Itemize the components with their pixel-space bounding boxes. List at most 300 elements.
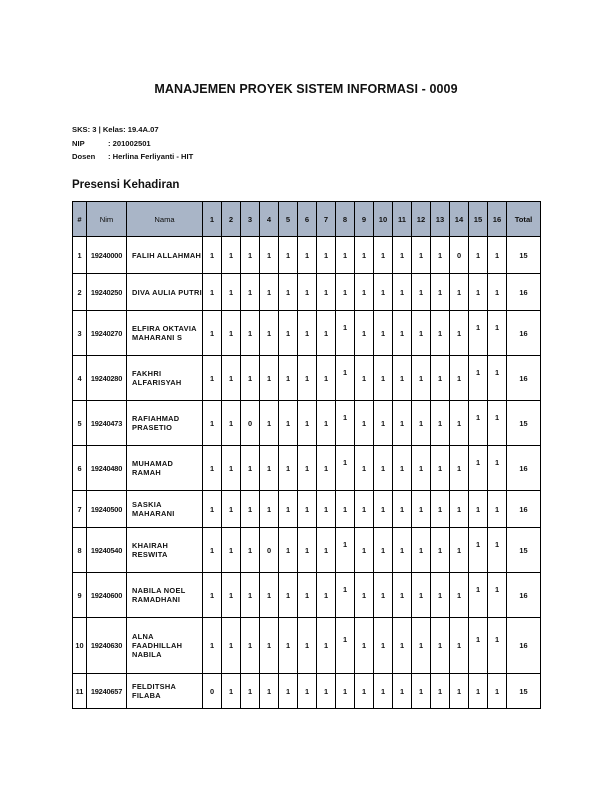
attendance-cell-text: 1 <box>323 418 329 428</box>
attendance-cell-text: 1 <box>380 418 386 428</box>
attendance-cell <box>431 311 450 356</box>
attendance-cell <box>336 401 355 446</box>
attendance-cell <box>469 311 488 356</box>
attendance-cell-text: 1 <box>304 250 310 260</box>
attendance-cell <box>393 528 412 573</box>
attendance-cell <box>336 446 355 491</box>
nama-cell-text: KHAIRAH RESWITA <box>132 541 169 559</box>
attendance-cell-text: 1 <box>266 463 272 473</box>
total-cell-text: 16 <box>519 287 528 297</box>
attendance-cell-text: 1 <box>494 635 500 644</box>
attendance-cell <box>488 491 507 528</box>
nim-cell-text: 19240473 <box>90 418 123 428</box>
nama-cell-text: FALIH ALLAHMAH <box>132 250 202 260</box>
document-title: MANAJEMEN PROYEK SISTEM INFORMASI - 0009 <box>154 82 458 96</box>
attendance-cell-text: 1 <box>323 287 329 297</box>
attendance-cell-text: 1 <box>228 545 234 555</box>
attendance-cell <box>298 311 317 356</box>
row-number-cell-text: 7 <box>77 504 82 514</box>
nama-cell-text: SASKIA MAHARANI <box>132 500 175 518</box>
attendance-cell-text: 1 <box>342 322 348 332</box>
nim-cell <box>87 528 127 573</box>
attendance-cell-text: 1 <box>228 287 234 297</box>
attendance-cell <box>393 274 412 311</box>
attendance-cell <box>374 356 393 401</box>
row-number-cell-text: 10 <box>75 641 84 650</box>
attendance-cell <box>260 356 279 401</box>
attendance-cell <box>374 491 393 528</box>
attendance-cell <box>393 446 412 491</box>
row-number-cell-text: 2 <box>77 287 82 297</box>
attendance-cell <box>393 573 412 618</box>
attendance-cell <box>431 274 450 311</box>
attendance-cell <box>469 446 488 491</box>
attendance-cell-text: 1 <box>266 686 272 696</box>
attendance-cell <box>298 401 317 446</box>
attendance-cell <box>450 491 469 528</box>
attendance-cell-text: 1 <box>228 590 234 600</box>
attendance-cell <box>431 356 450 401</box>
attendance-cell <box>241 401 260 446</box>
attendance-cell-text: 1 <box>209 641 215 650</box>
attendance-cell-text: 1 <box>247 686 253 696</box>
attendance-cell <box>317 573 336 618</box>
attendance-cell-text: 1 <box>399 373 405 383</box>
header-session-5: 5 <box>279 202 298 237</box>
nama-cell-text: DIVA AULIA PUTRI <box>132 287 202 297</box>
attendance-cell-text: 1 <box>285 545 291 555</box>
attendance-cell <box>469 674 488 709</box>
attendance-cell-text: 1 <box>437 686 443 696</box>
attendance-cell-text: 1 <box>247 641 253 650</box>
attendance-cell <box>469 491 488 528</box>
attendance-cell <box>431 237 450 274</box>
nim-cell-text: 19240000 <box>90 250 123 260</box>
attendance-cell <box>203 274 222 311</box>
header-session-11: 11 <box>393 202 412 237</box>
attendance-cell <box>279 401 298 446</box>
nama-cell-text: MUHAMAD RAMAH <box>132 459 174 477</box>
total-cell-text: 16 <box>519 463 528 473</box>
attendance-cell <box>488 618 507 674</box>
nim-cell-text: 19240630 <box>90 641 123 650</box>
attendance-cell-text: 1 <box>266 373 272 383</box>
attendance-cell-text: 1 <box>475 367 481 377</box>
attendance-cell <box>260 237 279 274</box>
attendance-cell <box>298 674 317 709</box>
header-session-13: 13 <box>431 202 450 237</box>
attendance-cell-text: 1 <box>456 418 462 428</box>
attendance-cell <box>412 491 431 528</box>
attendance-cell <box>412 237 431 274</box>
attendance-cell-text: 1 <box>380 287 386 297</box>
total-cell <box>507 446 541 491</box>
attendance-cell <box>393 491 412 528</box>
total-cell <box>507 674 541 709</box>
attendance-cell <box>298 528 317 573</box>
attendance-cell <box>488 356 507 401</box>
nim-cell-text: 19240280 <box>90 373 123 383</box>
attendance-cell-text: 1 <box>437 504 443 514</box>
attendance-cell <box>336 274 355 311</box>
header-nim: Nim <box>87 202 127 237</box>
course-meta <box>72 123 193 164</box>
attendance-cell-text: 1 <box>399 463 405 473</box>
attendance-cell <box>260 528 279 573</box>
attendance-cell-text: 1 <box>209 328 215 338</box>
attendance-cell <box>450 237 469 274</box>
attendance-cell-text: 1 <box>266 250 272 260</box>
attendance-cell <box>374 311 393 356</box>
total-cell <box>507 573 541 618</box>
attendance-cell <box>203 573 222 618</box>
attendance-cell <box>317 446 336 491</box>
attendance-cell <box>241 446 260 491</box>
attendance-cell <box>203 491 222 528</box>
total-cell <box>507 356 541 401</box>
nim-cell <box>87 237 127 274</box>
total-cell <box>507 618 541 674</box>
attendance-cell-text: 1 <box>418 686 424 696</box>
attendance-cell <box>298 356 317 401</box>
attendance-cell-text: 1 <box>361 463 367 473</box>
attendance-cell-text: 1 <box>304 590 310 600</box>
attendance-cell <box>317 311 336 356</box>
attendance-cell <box>393 311 412 356</box>
attendance-cell <box>298 237 317 274</box>
header-session-6: 6 <box>298 202 317 237</box>
row-number-cell-text: 11 <box>75 686 84 696</box>
attendance-cell-text: 1 <box>209 463 215 473</box>
attendance-cell <box>241 674 260 709</box>
attendance-cell-text: 1 <box>342 412 348 422</box>
attendance-cell <box>317 401 336 446</box>
nama-cell-text: RAFIAHMAD PRASETIO <box>132 414 180 432</box>
attendance-cell-text: 1 <box>323 590 329 600</box>
header-session-16: 16 <box>488 202 507 237</box>
attendance-cell-text: 1 <box>361 590 367 600</box>
attendance-cell-text: 1 <box>456 463 462 473</box>
attendance-cell-text: 1 <box>475 457 481 467</box>
attendance-cell <box>222 274 241 311</box>
header-no: # <box>73 202 87 237</box>
attendance-cell <box>355 528 374 573</box>
attendance-cell <box>260 573 279 618</box>
total-cell-text: 15 <box>519 250 528 260</box>
attendance-cell <box>355 573 374 618</box>
attendance-cell <box>431 446 450 491</box>
attendance-cell-text: 1 <box>380 504 386 514</box>
table-row <box>73 618 541 674</box>
nim-cell <box>87 674 127 709</box>
attendance-cell <box>298 446 317 491</box>
nama-cell <box>127 237 203 274</box>
nama-cell <box>127 491 203 528</box>
attendance-cell <box>374 274 393 311</box>
total-cell <box>507 401 541 446</box>
nama-cell <box>127 274 203 311</box>
attendance-cell <box>374 573 393 618</box>
attendance-cell <box>336 528 355 573</box>
attendance-cell-text: 1 <box>285 641 291 650</box>
header-session-7: 7 <box>317 202 336 237</box>
attendance-cell <box>355 446 374 491</box>
attendance-cell-text: 1 <box>475 504 481 514</box>
attendance-cell-text: 1 <box>323 373 329 383</box>
nim-cell-text: 19240657 <box>90 686 123 696</box>
attendance-cell-text: 1 <box>475 287 481 297</box>
nama-cell-text: FELDITSHA FILABA <box>132 682 176 700</box>
nim-cell-text: 19240270 <box>90 328 123 338</box>
attendance-cell-text: 1 <box>437 250 443 260</box>
attendance-cell <box>431 618 450 674</box>
attendance-cell-text: 1 <box>494 287 500 297</box>
attendance-cell <box>298 618 317 674</box>
attendance-cell <box>241 311 260 356</box>
attendance-cell-text: 1 <box>456 287 462 297</box>
attendance-cell <box>355 401 374 446</box>
attendance-cell <box>336 674 355 709</box>
attendance-cell <box>279 528 298 573</box>
attendance-cell-text: 1 <box>380 328 386 338</box>
attendance-cell <box>393 618 412 674</box>
attendance-cell-text: 1 <box>209 418 215 428</box>
table-row <box>73 356 541 401</box>
attendance-cell <box>260 618 279 674</box>
table-row <box>73 674 541 709</box>
nama-cell-text: ALNA FAADHILLAH NABILA <box>132 632 183 659</box>
attendance-cell-text: 1 <box>342 686 348 696</box>
attendance-cell-text: 1 <box>361 641 367 650</box>
attendance-cell <box>336 491 355 528</box>
header-total: Total <box>507 202 541 237</box>
attendance-cell-text: 1 <box>380 641 386 650</box>
attendance-cell <box>222 528 241 573</box>
attendance-cell-text: 1 <box>209 287 215 297</box>
attendance-cell <box>317 528 336 573</box>
attendance-cell <box>431 573 450 618</box>
attendance-cell-text: 1 <box>342 367 348 377</box>
attendance-cell-text: 1 <box>361 545 367 555</box>
attendance-cell <box>393 237 412 274</box>
dosen-value: : Herlina Ferliyanti - HIT <box>108 152 194 161</box>
attendance-cell-text: 1 <box>437 590 443 600</box>
header-session-1: 1 <box>203 202 222 237</box>
attendance-cell-text: 1 <box>418 545 424 555</box>
section-title: Presensi Kehadiran <box>72 179 180 191</box>
attendance-cell-text: 1 <box>285 590 291 600</box>
nim-cell-text: 19240500 <box>90 504 123 514</box>
attendance-cell <box>431 674 450 709</box>
row-number-cell <box>73 237 87 274</box>
attendance-cell <box>488 401 507 446</box>
attendance-cell-text: 1 <box>247 545 253 555</box>
attendance-cell <box>450 446 469 491</box>
header-session-8: 8 <box>336 202 355 237</box>
total-cell <box>507 491 541 528</box>
attendance-cell-text: 1 <box>247 504 253 514</box>
attendance-cell-text: 1 <box>475 584 481 594</box>
attendance-cell-text: 1 <box>247 373 253 383</box>
attendance-cell <box>469 618 488 674</box>
attendance-cell <box>279 573 298 618</box>
attendance-cell <box>222 356 241 401</box>
nim-cell-text: 19240600 <box>90 590 123 600</box>
nama-cell <box>127 446 203 491</box>
row-number-cell-text: 8 <box>77 545 82 555</box>
attendance-cell <box>241 237 260 274</box>
attendance-cell <box>412 446 431 491</box>
row-number-cell-text: 9 <box>77 590 82 600</box>
attendance-cell-text: 1 <box>456 545 462 555</box>
attendance-cell <box>279 491 298 528</box>
attendance-cell-text: 1 <box>494 686 500 696</box>
table-row <box>73 491 541 528</box>
attendance-cell <box>279 274 298 311</box>
attendance-cell-text: 1 <box>323 641 329 650</box>
nim-cell <box>87 356 127 401</box>
attendance-cell-text: 1 <box>494 412 500 422</box>
attendance-cell-text: 1 <box>380 250 386 260</box>
attendance-cell <box>336 573 355 618</box>
attendance-cell-text: 1 <box>418 504 424 514</box>
table-row <box>73 274 541 311</box>
attendance-cell-text: 1 <box>247 590 253 600</box>
attendance-cell <box>279 311 298 356</box>
attendance-cell <box>412 356 431 401</box>
attendance-cell <box>317 356 336 401</box>
attendance-cell-text: 1 <box>285 418 291 428</box>
attendance-cell-text: 1 <box>285 373 291 383</box>
attendance-cell-text: 1 <box>437 641 443 650</box>
nama-cell-text: NABILA NOEL RAMADHANI <box>132 586 186 604</box>
nim-cell <box>87 311 127 356</box>
attendance-cell <box>317 618 336 674</box>
attendance-cell-text: 1 <box>399 545 405 555</box>
attendance-cell <box>241 274 260 311</box>
attendance-cell-text: 1 <box>247 287 253 297</box>
attendance-cell <box>260 401 279 446</box>
attendance-cell-text: 1 <box>247 463 253 473</box>
attendance-cell <box>222 674 241 709</box>
attendance-cell-text: 1 <box>437 463 443 473</box>
nama-cell <box>127 311 203 356</box>
attendance-cell <box>260 674 279 709</box>
attendance-cell-text: 1 <box>399 418 405 428</box>
nama-cell <box>127 573 203 618</box>
attendance-cell-text: 1 <box>342 457 348 467</box>
nip-value: : 201002501 <box>108 138 151 148</box>
nim-cell <box>87 573 127 618</box>
attendance-cell-text: 1 <box>418 287 424 297</box>
attendance-cell <box>203 674 222 709</box>
attendance-cell <box>279 237 298 274</box>
attendance-cell-text: 1 <box>228 418 234 428</box>
row-number-cell <box>73 573 87 618</box>
attendance-cell-text: 1 <box>342 504 348 514</box>
attendance-cell <box>355 674 374 709</box>
nama-cell <box>127 674 203 709</box>
attendance-cell-text: 0 <box>209 686 215 696</box>
table-body <box>73 237 541 709</box>
table-row <box>73 311 541 356</box>
attendance-cell <box>488 237 507 274</box>
attendance-cell <box>355 274 374 311</box>
attendance-cell <box>469 573 488 618</box>
attendance-cell-text: 1 <box>228 686 234 696</box>
header-session-15: 15 <box>469 202 488 237</box>
attendance-cell-text: 1 <box>323 504 329 514</box>
attendance-cell-text: 1 <box>399 328 405 338</box>
nama-cell <box>127 401 203 446</box>
attendance-cell <box>336 311 355 356</box>
attendance-cell-text: 1 <box>494 367 500 377</box>
attendance-cell-text: 1 <box>266 590 272 600</box>
attendance-cell <box>450 274 469 311</box>
attendance-cell-text: 1 <box>323 250 329 260</box>
attendance-cell-text: 1 <box>304 686 310 696</box>
attendance-cell-text: 1 <box>304 328 310 338</box>
attendance-cell-text: 1 <box>418 641 424 650</box>
attendance-cell-text: 1 <box>228 250 234 260</box>
attendance-cell <box>412 573 431 618</box>
attendance-cell-text: 1 <box>304 287 310 297</box>
attendance-cell-text: 1 <box>304 418 310 428</box>
header-session-14: 14 <box>450 202 469 237</box>
attendance-cell <box>279 618 298 674</box>
attendance-cell <box>222 491 241 528</box>
attendance-cell-text: 1 <box>361 686 367 696</box>
attendance-cell <box>488 674 507 709</box>
row-number-cell-text: 5 <box>77 418 82 428</box>
attendance-cell-text: 1 <box>266 641 272 650</box>
attendance-cell-text: 1 <box>456 686 462 696</box>
attendance-cell <box>203 311 222 356</box>
attendance-cell-text: 1 <box>342 635 348 644</box>
attendance-cell <box>431 401 450 446</box>
attendance-cell <box>412 618 431 674</box>
attendance-cell-text: 1 <box>380 545 386 555</box>
table-row <box>73 446 541 491</box>
attendance-cell <box>260 446 279 491</box>
attendance-cell-text: 1 <box>342 539 348 549</box>
attendance-cell <box>222 311 241 356</box>
row-number-cell <box>73 491 87 528</box>
attendance-cell <box>241 356 260 401</box>
total-cell-text: 16 <box>519 504 528 514</box>
attendance-cell <box>317 491 336 528</box>
attendance-cell <box>469 274 488 311</box>
attendance-cell <box>412 528 431 573</box>
attendance-cell-text: 1 <box>418 590 424 600</box>
attendance-cell <box>355 491 374 528</box>
nama-cell <box>127 528 203 573</box>
sks-kelas-text: SKS: 3 | Kelas: 19.4A.07 <box>72 125 159 134</box>
attendance-cell-text: 1 <box>437 373 443 383</box>
attendance-cell-text: 1 <box>494 250 500 260</box>
attendance-cell-text: 1 <box>304 545 310 555</box>
attendance-cell <box>317 237 336 274</box>
attendance-cell <box>488 528 507 573</box>
attendance-cell <box>260 274 279 311</box>
nim-cell-text: 19240480 <box>90 463 123 473</box>
nim-cell <box>87 401 127 446</box>
attendance-cell-text: 1 <box>494 457 500 467</box>
attendance-cell <box>241 573 260 618</box>
attendance-cell-text: 1 <box>494 584 500 594</box>
attendance-cell-text: 1 <box>323 328 329 338</box>
attendance-cell <box>203 618 222 674</box>
